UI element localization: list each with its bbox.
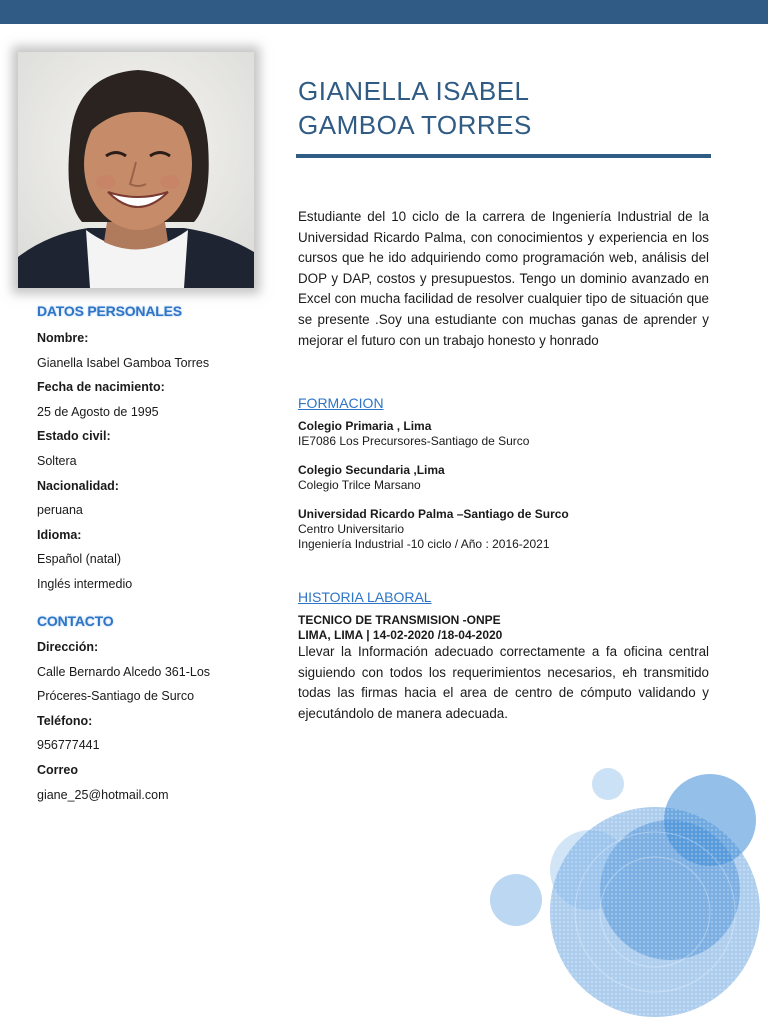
contact-heading: CONTACTO bbox=[37, 613, 114, 629]
email-value[interactable]: giane_25@hotmail.com bbox=[37, 787, 169, 802]
job-title: TECNICO DE TRANSMISION -ONPE bbox=[298, 613, 501, 627]
personal-data-heading: DATOS PERSONALES bbox=[37, 303, 182, 319]
person-name bbox=[298, 74, 532, 142]
education-entry bbox=[298, 507, 569, 552]
name-value: Gianella Isabel Gamboa Torres bbox=[37, 355, 210, 370]
contact-list bbox=[37, 635, 210, 807]
personal-data-list bbox=[37, 326, 209, 597]
phone-label: Teléfono: bbox=[37, 713, 93, 728]
person-photo-icon bbox=[18, 52, 254, 288]
job-entry bbox=[298, 613, 502, 643]
language-item: Inglés intermedio bbox=[37, 576, 133, 591]
birth-value: 25 de Agosto de 1995 bbox=[37, 404, 159, 419]
address-line: Calle Bernardo Alcedo 361-Los bbox=[37, 664, 211, 679]
education-entry-title: Universidad Ricardo Palma –Santiago de Surco bbox=[298, 507, 569, 521]
decorative-bubbles bbox=[470, 740, 768, 1024]
nationality-value: peruana bbox=[37, 503, 83, 518]
education-entry-title: Colegio Primaria , Lima bbox=[298, 419, 432, 433]
profile-photo bbox=[18, 52, 254, 288]
address-label: Dirección: bbox=[37, 640, 99, 654]
language-label: Idioma: bbox=[37, 527, 82, 542]
education-entry-detail: Centro Universitario bbox=[298, 522, 405, 536]
education-entry-title: Colegio Secundaria ,Lima bbox=[298, 463, 445, 477]
civil-status-label: Estado civil: bbox=[37, 429, 111, 444]
name-divider bbox=[296, 154, 711, 158]
birth-label: Fecha de nacimiento: bbox=[37, 380, 165, 395]
name-label: Nombre: bbox=[37, 331, 89, 345]
job-place-dates: LIMA, LIMA | 14-02-2020 /18-04-2020 bbox=[298, 628, 503, 642]
civil-status-value: Soltera bbox=[37, 453, 77, 468]
profile-summary: Estudiante del 10 ciclo de la carrera de Ingeniería Industrial de la Universidad Ricardo Palma, con conocimientos y experiencia en los cursos que he ido adquiriendo como programación web, análisis del DOP y DAP, costos y presupuestos. Tengo un dominio avanzado en Excel con mucha facilidad de resolver cualquier tipo de situación que se presente .Soy una estudiante con muchas ganas de aprender y mejorar el futuro con un trabajo honesto y honrado bbox=[298, 209, 709, 348]
education-entry-detail: IE7086 Los Precursores-Santiago de Surco bbox=[298, 434, 530, 448]
email-label: Correo bbox=[37, 762, 78, 777]
nationality-label: Nacionalidad: bbox=[37, 478, 119, 493]
education-heading: FORMACION bbox=[298, 395, 384, 411]
education-entry bbox=[298, 419, 529, 449]
top-banner bbox=[0, 0, 768, 24]
education-entry bbox=[298, 463, 445, 493]
name-line-2: GAMBOA TORRES bbox=[298, 110, 532, 140]
work-history-heading: HISTORIA LABORAL bbox=[298, 589, 432, 605]
education-entry-detail: Colegio Trilce Marsano bbox=[298, 478, 421, 492]
education-entry-detail: Ingeniería Industrial -10 ciclo / Año : 2016-2021 bbox=[298, 537, 550, 551]
name-line-1: GIANELLA ISABEL bbox=[298, 76, 530, 106]
address-line: Próceres-Santiago de Surco bbox=[37, 689, 195, 704]
language-item: Español (natal) bbox=[37, 552, 122, 567]
job-description: Llevar la Información adecuado correctamente a fa oficina central siguiendo con todos los requerimientos necesarios, eh transmitido todas las firmas hacia el area de centro de cómputo validando y ejecutándolo de manera adecuada. bbox=[298, 644, 709, 721]
phone-value: 956777441 bbox=[37, 738, 100, 753]
